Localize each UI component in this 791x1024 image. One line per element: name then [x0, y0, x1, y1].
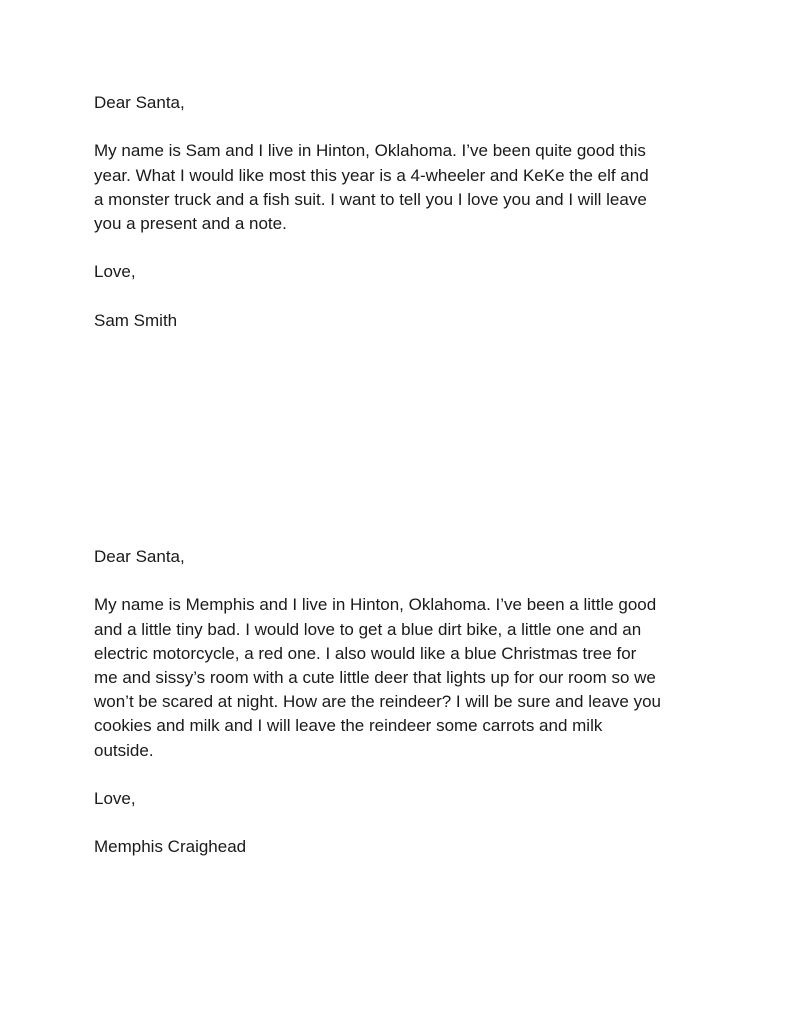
greeting: Dear Santa,: [94, 93, 185, 112]
body-line: you a present and a note.: [94, 214, 287, 233]
body-line: cookies and milk and I will leave the reindeer some carrots and milk: [94, 716, 603, 736]
letter-sam-smith: [94, 91, 734, 333]
body-line: a monster truck and a fish suit. I want to tell you I love you and I will leave: [94, 189, 647, 209]
body-line: outside.: [94, 740, 154, 760]
body-line: My name is Memphis and I live in Hinton, Oklahoma. I’ve been a little good: [94, 595, 657, 615]
body-line: electric motorcycle, a red one. I also would like a blue Christmas tree for: [94, 643, 637, 663]
closing: Love,: [94, 789, 136, 808]
body-paragraph: [94, 593, 734, 762]
closing: Love,: [94, 262, 136, 282]
body-line: year. What I would like most this year is a 4-wheeler and KeKe the elf and: [94, 165, 649, 185]
body-line: and a little tiny bad. I would love to get a blue dirt bike, a little one and an: [94, 619, 642, 639]
body-line: won’t be scared at night. How are the reindeer? I will be sure and leave you: [94, 692, 661, 712]
body-paragraph: [94, 139, 734, 236]
signature: Sam Smith: [94, 310, 178, 330]
body-line: My name is Sam and I live in Hinton, Oklahoma. I’ve been quite good this: [94, 141, 646, 161]
letter-memphis-craighead: [94, 545, 734, 860]
greeting: Dear Santa,: [94, 547, 185, 566]
signature: Memphis Craighead: [94, 837, 247, 857]
body-line: me and sissy’s room with a cute little deer that lights up for our room so we: [94, 668, 656, 687]
